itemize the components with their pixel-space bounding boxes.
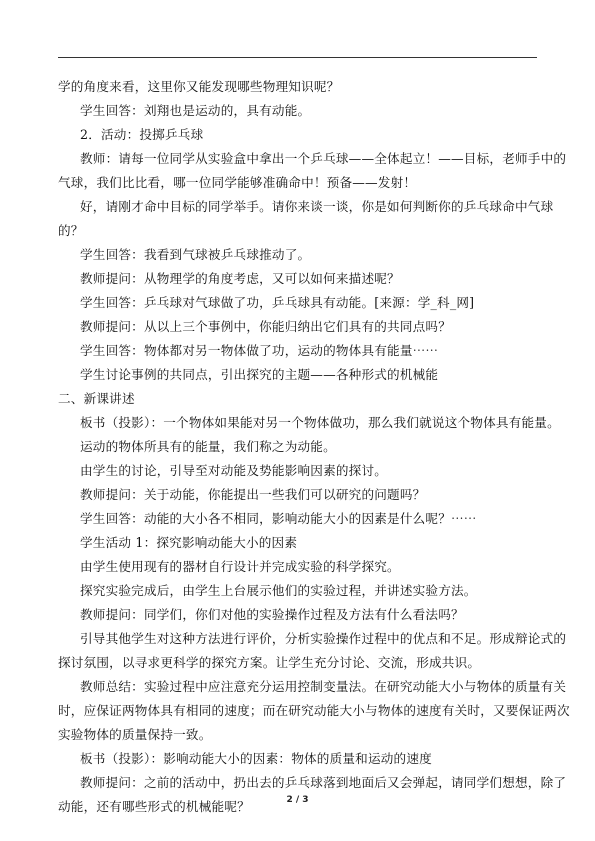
- text-line: 教师提问：从物理学的角度考虑，又可以如何来描述呢？: [80, 271, 400, 286]
- text-line: 好，请刚才命中目标的同学举手。请你来谈一谈，你是如何判断你的乒乓球命中气球: [80, 199, 554, 214]
- text-line: 学生讨论事例的共同点，引出探究的主题——各种形式的机械能: [80, 367, 439, 382]
- header-rule: [58, 57, 537, 58]
- text-line: 探讨氛围，以寻求更科学的探究方案。让学生充分讨论、交流，形成共识。: [58, 655, 481, 670]
- text-line: 二、新课讲述: [58, 391, 135, 406]
- text-line: 由学生的讨论，引导至对动能及势能影响因素的探讨。: [80, 463, 388, 478]
- page-number: 2 / 3: [286, 795, 309, 805]
- text-line: 教师提问：从以上三个事例中，你能归纳出它们具有的共同点吗？: [80, 319, 452, 334]
- text-line: 运动的物体所具有的能量，我们称之为动能。: [80, 439, 336, 454]
- text-line: 学生活动 1：探究影响动能大小的因素: [80, 535, 298, 550]
- text-line: 教师总结：实验过程中应注意充分运用控制变量法。在研究动能大小与物体的质量有关: [80, 679, 567, 694]
- text-line: 板书（投影）：一个物体如果能对另一个物体做功，那么我们就说这个物体具有能量。: [80, 415, 560, 430]
- text-line: 2．活动：投掷乒乓球: [80, 127, 204, 142]
- text-line: 教师：请每一位同学从实验盒中拿出一个乒乓球——全体起立！——目标，老师手中的: [80, 151, 567, 166]
- text-line: 教师提问：之前的活动中，扔出去的乒乓球落到地面后又会弹起，请同学们想想，除了: [80, 775, 567, 790]
- text-line: 气球，我们比比看，哪一位同学能够准确命中！预备——发射！: [58, 175, 417, 190]
- text-line: 由学生使用现有的器材自行设计并完成实验的科学探究。: [80, 559, 400, 574]
- text-line: 学生回答：动能的大小各不相同，影响动能大小的因素是什么呢？⋯⋯: [80, 511, 477, 526]
- text-line: 动能，还有哪些形式的机械能呢？: [58, 799, 250, 814]
- text-line: 板书（投影）：影响动能大小的因素：物体的质量和运动的速度: [80, 751, 432, 766]
- document-body: [58, 75, 570, 819]
- text-line: 学生回答：刘翔也是运动的，具有动能。: [80, 103, 311, 118]
- text-line: 学的角度来看，这里你又能发现哪些物理知识呢？: [58, 79, 340, 94]
- text-line: 的？: [58, 223, 84, 238]
- text-line: 探究实验完成后，由学生上台展示他们的实验过程，并讲述实验方法。: [80, 583, 477, 598]
- text-line: 学生回答：乒乓球对气球做了功，乒乓球具有动能。[来源：学_科_网]: [80, 295, 475, 310]
- text-line: 学生回答：物体都对另一物体做了功，运动的物体具有能量⋯⋯: [80, 343, 439, 358]
- text-line: 学生回答：我看到气球被乒乓球推动了。: [80, 247, 311, 262]
- text-line: 教师提问：关于动能，你能提出一些我们可以研究的问题吗？: [80, 487, 426, 502]
- text-line: 时，应保证两物体具有相同的速度；而在研究动能大小与物体的速度有关时，又要保证两次: [58, 703, 570, 718]
- text-line: 教师提问：同学们，你们对他的实验操作过程及方法有什么看法吗？: [80, 607, 464, 622]
- text-line: 引导其他学生对这种方法进行评价，分析实验操作过程中的优点和不足。形成辩论式的: [80, 631, 567, 646]
- text-line: 实验物体的质量保持一致。: [58, 727, 212, 742]
